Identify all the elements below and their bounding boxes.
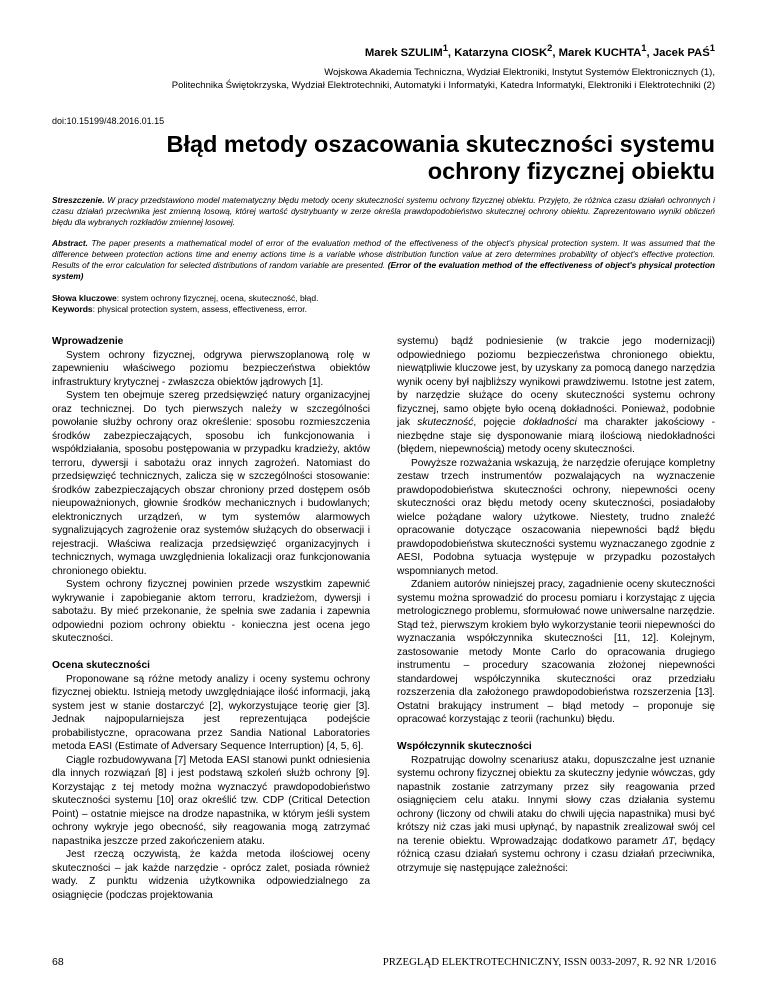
paragraph bbox=[397, 335, 715, 457]
keywords-pl-text: : system ochrony fizycznej, ocena, skuteczność, błąd. bbox=[116, 293, 319, 303]
doi: doi:10.15199/48.2016.01.15 bbox=[52, 116, 165, 126]
abstract-en-title: (Error of the evaluation method of the effectiveness of object's physical protection system) bbox=[52, 260, 715, 281]
authors-line: Marek SZULIM$^1$, Katarzyna CIOSK$^2$, Marek KUCHTA$^1$, Jacek PAŚ$^1$ bbox=[364, 42, 715, 59]
paragraph: System ochrony fizycznej powinien przede wszystkim zapewnić wykrywanie i zapobieganie aktom terroru, kradzieżom, dywersji i sabotażu. By mieć przekonanie, że spełnia swe zadania i zapewnia odpowiedni poziom ochrony obiektu - konieczna jest ocena jego skuteczności. bbox=[52, 579, 370, 644]
author-affiliation-mark: 1 bbox=[709, 42, 715, 53]
emphasis: skuteczność bbox=[417, 417, 474, 428]
keywords-en-text: : physical protection system, assess, effectiveness, error. bbox=[92, 304, 307, 314]
author-name: Katarzyna CIOSK bbox=[454, 46, 548, 59]
section-heading-coefficient: Współczynnik skuteczności bbox=[397, 741, 532, 752]
section-heading-introduction: Wprowadzenie bbox=[52, 336, 124, 347]
affiliation-1: Wojskowa Akademia Techniczna, Wydział Elektroniki, Instytut Systemów Elektronicznych (1), bbox=[324, 67, 715, 78]
right-column bbox=[397, 335, 715, 875]
abstract-pl bbox=[52, 195, 715, 228]
section-gap bbox=[397, 727, 715, 741]
affiliations bbox=[172, 66, 715, 92]
text-run: systemu) bądź podniesienie (w trakcie jego modernizacji) odpowiedniego poziomu bezpieczeństwa chronionego obiektu, niewątpliwie kluczowe jest, by uzyskany za pomocą danego narzędzia wynik oceny był najbliższy wynikowi prawdziwemu. Istotne jest zatem, by narzędzie służące do oceny skuteczności systemu ochrony fizycznej, samo objęte było oceną dokładności. Ponieważ, podobnie jak bbox=[397, 336, 715, 428]
abstract-en-label: Abstract. bbox=[52, 238, 88, 248]
text-run: Rozpatrując dowolny scenariusz ataku, dopuszczalne jest uznanie systemu ochrony fizycznej obiektu za skuteczny jedynie wówczas, gdy napastnik zostanie zatrzymany przez siły reagowania przed osiągnięciem celu ataku. Innymi słowy czas działania systemu ochrony (liczony od chwili ataku do chwili ujęcia napastnika) musi być krótszy niż czas jaki musi upłynąć, by napastnik zrealizował swój cel na terenie obiektu. Wprowadzając dodatkowo parametr bbox=[397, 754, 715, 847]
affiliation-2: Politechnika Świętokrzyska, Wydział Elektrotechniki, Automatyki i Informatyki, Katedra Informatyki, Elektroniki i Elektrotechniki (2) bbox=[171, 80, 715, 91]
keywords-pl-label: Słowa kluczowe bbox=[52, 293, 117, 303]
abstract-en-text: The paper presents a mathematical model of error of the evaluation method of the effectiveness of the object's physical protection system. It was assumed that the difference between protection actions time and enemy actions time is a variable whose distribution function value at zero determines probability of object's effective protection. Results of the error calculation for selected distributions of random variable are presented. bbox=[52, 238, 715, 270]
page-number: 68 bbox=[52, 956, 64, 968]
keywords-pl bbox=[52, 293, 715, 304]
section-gap bbox=[52, 646, 370, 660]
author-affiliation-mark: 2 bbox=[547, 42, 553, 53]
section-heading-evaluation: Ocena skuteczności bbox=[52, 660, 150, 671]
author-affiliation-mark: 1 bbox=[641, 42, 647, 53]
abstract-pl-label: Streszczenie. bbox=[52, 195, 105, 205]
text-run: , pojęcie bbox=[473, 417, 523, 428]
author-affiliation-mark: 1 bbox=[442, 42, 448, 53]
emphasis: dokładności bbox=[522, 417, 577, 428]
author-name: Marek KUCHTA bbox=[558, 46, 642, 59]
journal-footer: PRZEGLĄD ELEKTROTECHNICZNY, ISSN 0033-2097, R. 92 NR 1/2016 bbox=[382, 956, 716, 968]
abstract-pl-text: W pracy przedstawiono model matematyczny błędu metody oceny skuteczności systemu ochrony fizycznej obiektu. Przyjęto, że różnica czasu działań ochronnych i czasu działań przeciwnika jest zmienną losową, której wartość dystrybuanty w zerze określa prawdopodobieństwo skutecznej ochrony obiektu. Zaprezentowano wyniki obliczeń błędu dla wybranych rozkładów zmiennej losowej. bbox=[52, 195, 715, 227]
paragraph: System ochrony fizycznej, odgrywa pierwszoplanową rolę w zapewnieniu właściwego poziomu bezpieczeństwa obiektów infrastruktury krytycznej - zwłaszcza obiektów jądrowych [1]. bbox=[52, 349, 370, 388]
left-column bbox=[52, 335, 370, 902]
keywords bbox=[52, 293, 715, 315]
paragraph: System ten obejmuje szereg przedsięwzięć natury organizacyjnej oraz technicznej. Do tych pierwszych należy w szczególności powołanie służby ochrony oraz określenie: sposobu rozmieszczenia środków zabezpieczających, sposobu ich funkcjonowania i współdziałania, sposobu postępowania w przypadku kradzieży, aktów terroru, dywersji i sabotażu oraz innych zagrożeń. Natomiast do przedsięwzięć technicznych, zalicza się w szczególności stosowanie: środków zabezpieczających obszar chroniony przed dostępem osób nieupoważnionych, głownie środków mechanicznych i budowlanych; elektronicznych urządzeń, w tym systemów alarmowych sygnalizujących zagrożenie oraz systemów służących do obserwacji i rejestracji. Właściwa realizacja przedsięwzięć organizacyjnych i technicznych, wymaga uwzględnienia lokalizacji oraz funkcjonowania chronionego obiektu. bbox=[52, 390, 370, 577]
text-run: , będący różnicą czasu działań systemu ochrony i czasu działań przeciwnika, otrzymuje się następujące zależności: bbox=[397, 835, 716, 874]
paragraph bbox=[397, 754, 715, 876]
paragraph: Powyższe rozważania wskazują, że narzędzie oferujące kompletny zestaw trzech instrumentów pozwalających na wyznaczenie prawdopodobieństwa skuteczności ochrony, niepewności oceny skuteczności oraz błędu metody oceny skuteczności, posiadałoby wielce pożądane walory użytkowe. Niestety, trudno znaleźć opracowanie dotyczące oszacowania niepewności bądź błędu prawdopodobieństwa skuteczności systemu wyznaczanego zgodnie z AESI, Podobna sytuacja występuje w przypadku pozostałych wspomnianych metod. bbox=[397, 457, 715, 577]
text-run: ma charakter jakościowy - niezbędne staje się dysponowanie miarą ilościową niedokładności (błędem, niepewnością) metody oceny skuteczności. bbox=[397, 417, 716, 455]
paper-title: Błąd metody oszacowania skuteczności systemu ochrony fizycznej obiektu bbox=[166, 131, 715, 184]
keywords-en bbox=[52, 304, 715, 315]
paragraph: Proponowane są różne metody analizy i oceny systemu ochrony fizycznej obiektu. Istnieją metody uwzględniające ilość informacji, jaką system jest w stanie dostarczyć [2], wykorzystujące teorię gier [3]. Jednak najpopularniejsza jest reprezentująca podejście probabilistyczne, opracowana przez Sandia National Laboratories metoda EASI (Estimate of Adversary Sequence Interruption) [4, 5, 6]. bbox=[52, 673, 370, 752]
author-name: Marek SZULIM bbox=[364, 46, 443, 59]
paragraph: Ciągle rozbudowywana [7] Metoda EASI stanowi punkt odniesienia dla innych rozwiązań [8] i jest podstawą szkoleń służb ochrony [9]. Korzystając z tej metody można wyznaczyć prawdopodobieństwo skuteczności systemu [10] oraz określić tzw. CDP (Critical Detection Point) – ostatnie miejsce na drodze napastnika, w którym jeśli system ochrony wykryje jego obecność, siły reagowania mogą zatrzymać napastnika jeszcze przed zakończeniem ataku. bbox=[52, 754, 370, 847]
paragraph: Zdaniem autorów niniejszej pracy, zagadnienie oceny skuteczności systemu można sprowadzić do procesu pomiaru i korzystając z ujęcia metrologicznego problemu, sformułować nowe uniwersalne narzędzie. Stąd też, pierwszym krokiem było wykorzystanie teorii niepewności do wyznaczania współczynnika skuteczności [11, 12]. Kolejnym, zastosowanie metody Monte Carlo do opracowania drugiego instrumentu – procedury szacowania złożonej niepewności standardowej współczynnika skuteczności oraz przedziału rozszerzenia dla założonego prawdopodobieństwa rozszerzenia [13]. Ostatni brakujący instrument – błąd metody – proponuje się opracować korzystając z teorii (rachunku) błędu. bbox=[397, 579, 715, 725]
keywords-en-label: Keywords bbox=[52, 304, 93, 314]
author-name: Jacek PAŚ bbox=[652, 46, 710, 59]
paragraph: Jest rzeczą oczywistą, że każda metoda ilościowej oceny skuteczności – jak każde narzędzie - oprócz zalet, posiada również wady. Z punktu widzenia użytkownika odpowiedzialnego za osiągnięcie (podczas projektowania bbox=[52, 849, 370, 901]
abstract-en bbox=[52, 238, 715, 282]
math-symbol-delta-t: ΔT bbox=[662, 835, 675, 847]
